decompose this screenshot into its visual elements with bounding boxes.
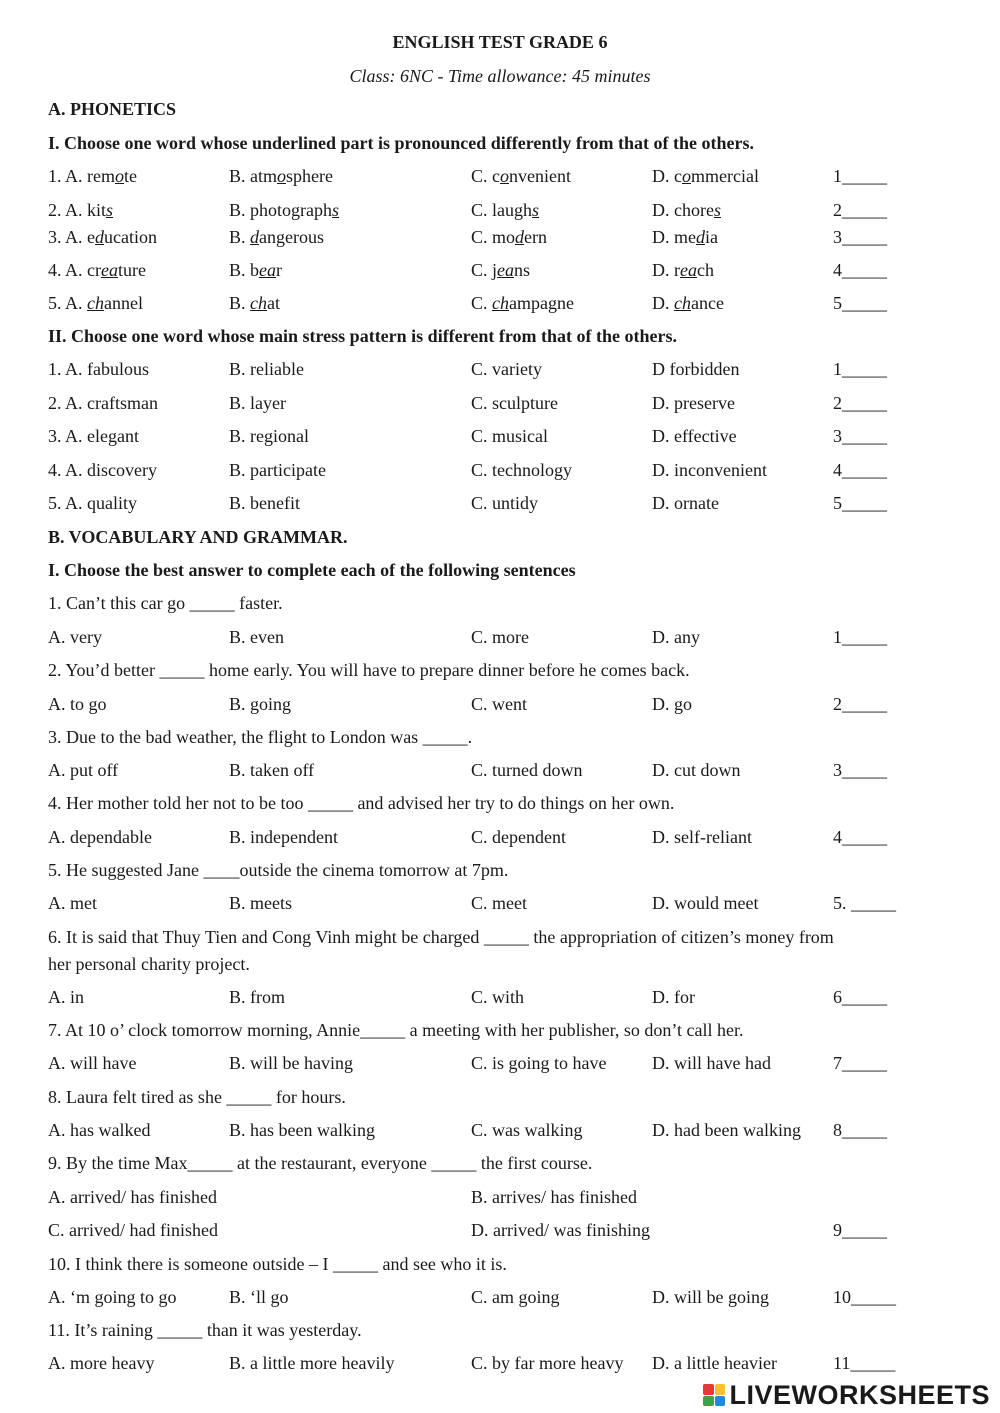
question-4: 4. Her mother told her not to be too _____ and advised her try to do things on her own. [48, 793, 675, 813]
answer-blank[interactable]: 11_____ [833, 1353, 896, 1373]
word-suffix: ern [524, 227, 547, 247]
question-10-options [0, 1286, 1000, 1308]
logo-square-icon [715, 1384, 726, 1395]
word-prefix: D. r [652, 260, 680, 280]
question-2-options [0, 693, 1000, 715]
section-b-heading: B. VOCABULARY AND GRAMMAR. [48, 527, 348, 547]
option-d: D. will have had [652, 1053, 771, 1073]
option-b: B. meets [229, 893, 292, 913]
option-b [229, 199, 339, 221]
phonetics-row-2 [0, 199, 1000, 221]
option-d: D. effective [652, 426, 737, 446]
option-b: B. has been walking [229, 1120, 375, 1140]
underlined-part: d [696, 227, 705, 247]
underlined-part: o [115, 166, 124, 186]
question-9-options-row-1 [0, 1186, 1000, 1208]
option-d: D. will be going [652, 1287, 769, 1307]
word-prefix: B. [229, 227, 251, 247]
option-c: C. turned down [471, 760, 583, 780]
option-a: A. arrived/ has finished [48, 1187, 217, 1207]
option-a: A. met [48, 893, 97, 913]
option-a: A. very [48, 627, 102, 647]
option-c: C. by far more heavy [471, 1353, 624, 1373]
answer-blank[interactable]: 4_____ [833, 460, 887, 480]
page-title: ENGLISH TEST GRADE 6 [392, 32, 608, 52]
word-suffix: te [124, 166, 137, 186]
option-d [652, 292, 724, 314]
option-a: A. dependable [48, 827, 152, 847]
word-prefix: D. c [652, 166, 682, 186]
underlined-part: ch [87, 293, 105, 313]
option-c [471, 226, 547, 248]
option-b: B. layer [229, 393, 286, 413]
option-c: C. is going to have [471, 1053, 607, 1073]
option-d: D. go [652, 694, 692, 714]
word-prefix: C. c [471, 166, 500, 186]
word-prefix: C. j [471, 260, 498, 280]
option-a [48, 259, 146, 281]
option-a [48, 165, 137, 187]
option-b: B. taken off [229, 760, 315, 780]
answer-blank[interactable]: 1_____ [833, 359, 887, 379]
answer-blank[interactable]: 5. _____ [833, 893, 896, 913]
option-d: D. inconvenient [652, 460, 767, 480]
section-a-part1-instruction: I. Choose one word whose underlined part is pronounced differently from that of the others. [48, 133, 755, 153]
word-suffix: at [267, 293, 281, 313]
option-b: B. regional [229, 426, 309, 446]
word-prefix: 5. A. [48, 293, 88, 313]
question-6-line-1: 6. It is said that Thuy Tien and Cong Vinh might be charged _____ the appropriation of citizen’s money from [48, 927, 834, 947]
option-a: 1. A. fabulous [48, 359, 149, 379]
answer-blank[interactable]: 4_____ [833, 827, 887, 847]
option-b [229, 259, 282, 281]
option-c [471, 165, 571, 187]
logo-text: LIVEWORKSHEETS [729, 1379, 990, 1410]
option-a [48, 226, 157, 248]
option-b: B. will be having [229, 1053, 353, 1073]
underlined-part: d [515, 227, 525, 247]
logo-mark-icon [703, 1384, 725, 1406]
option-b: B. arrives/ has finished [471, 1187, 637, 1207]
phonetics-row-1 [0, 165, 1000, 187]
answer-blank[interactable]: 6_____ [833, 987, 887, 1007]
option-b [229, 292, 280, 314]
answer-blank[interactable]: 4_____ [833, 260, 887, 280]
option-d [652, 226, 718, 248]
underlined-part: s [106, 200, 114, 220]
option-b: B. going [229, 694, 292, 714]
stress-row-1 [0, 358, 1000, 380]
option-a: 4. A. discovery [48, 460, 157, 480]
option-a: A. to go [48, 694, 107, 714]
underlined-part: o [682, 166, 691, 186]
phonetics-row-3 [0, 226, 1000, 248]
logo-square-icon [715, 1396, 726, 1407]
option-a [48, 292, 143, 314]
logo-square-icon [703, 1384, 714, 1395]
option-a: A. ‘m going to go [48, 1287, 177, 1307]
stress-row-3 [0, 425, 1000, 447]
underlined-part: s [713, 200, 721, 220]
option-a: 2. A. craftsman [48, 393, 158, 413]
question-5-options [0, 892, 1000, 914]
underlined-part: o [500, 166, 509, 186]
word-suffix: ture [118, 260, 146, 280]
question-6-line-2: her personal charity project. [48, 954, 250, 974]
word-prefix: 1. A. rem [48, 166, 115, 186]
word-prefix: 3. A. e [48, 227, 95, 247]
answer-blank[interactable]: 8_____ [833, 1120, 887, 1140]
answer-blank[interactable]: 2_____ [833, 200, 887, 220]
underlined-part: ea [680, 260, 697, 280]
answer-blank[interactable]: 1_____ [833, 627, 887, 647]
option-b: B. reliable [229, 359, 304, 379]
answer-blank[interactable]: 5_____ [833, 293, 887, 313]
option-d [652, 165, 759, 187]
answer-blank[interactable]: 9_____ [833, 1220, 887, 1240]
word-suffix: ch [697, 260, 714, 280]
option-c: C. am going [471, 1287, 560, 1307]
option-d: D. arrived/ was finishing [471, 1220, 650, 1240]
question-9: 9. By the time Max_____ at the restaurant, everyone _____ the first course. [48, 1153, 593, 1173]
answer-blank[interactable]: 5_____ [833, 493, 887, 513]
option-a: 3. A. elegant [48, 426, 139, 446]
answer-blank[interactable]: 3_____ [833, 760, 887, 780]
word-prefix: B. [229, 293, 251, 313]
question-2: 2. You’d better _____ home early. You will have to prepare dinner before he comes back. [48, 660, 690, 680]
question-7-options [0, 1052, 1000, 1074]
option-a: A. put off [48, 760, 119, 780]
option-b: B. participate [229, 460, 326, 480]
question-4-options [0, 826, 1000, 848]
underlined-part: d [95, 227, 104, 247]
option-c: C. meet [471, 893, 527, 913]
word-prefix: D. me [652, 227, 696, 247]
question-8: 8. Laura felt tired as she _____ for hours. [48, 1087, 346, 1107]
option-c: C. was walking [471, 1120, 583, 1140]
word-prefix: B. b [229, 260, 260, 280]
option-c: C. went [471, 694, 527, 714]
option-b [229, 165, 333, 187]
word-suffix: ampagne [509, 293, 574, 313]
option-c: C. sculpture [471, 393, 558, 413]
question-6-options [0, 986, 1000, 1008]
option-d: D. any [652, 627, 700, 647]
option-c: C. dependent [471, 827, 566, 847]
answer-blank[interactable]: 1_____ [833, 166, 887, 186]
option-d [652, 259, 714, 281]
logo-square-icon [703, 1396, 714, 1407]
underlined-part: s [532, 200, 540, 220]
option-b: B. even [229, 627, 284, 647]
option-d: D forbidden [652, 359, 740, 379]
word-suffix: ucation [104, 227, 157, 247]
word-suffix: ns [514, 260, 531, 280]
option-d: D. for [652, 987, 695, 1007]
phonetics-row-5 [0, 292, 1000, 314]
question-11-options [0, 1352, 1000, 1374]
option-d: D. cut down [652, 760, 741, 780]
word-suffix: annel [104, 293, 143, 313]
word-prefix: B. atm [229, 166, 277, 186]
option-c: C. technology [471, 460, 572, 480]
word-prefix: 4. A. cr [48, 260, 101, 280]
word-suffix: mmercial [691, 166, 759, 186]
option-b: B. a little more heavily [229, 1353, 395, 1373]
answer-blank[interactable]: 7_____ [833, 1053, 887, 1073]
option-c [471, 259, 530, 281]
liveworksheets-logo[interactable] [703, 1380, 990, 1410]
option-a: 5. A. quality [48, 493, 137, 513]
word-prefix: D. [652, 293, 674, 313]
option-d: D. self-reliant [652, 827, 752, 847]
section-a-part2-instruction: II. Choose one word whose main stress pattern is different from that of the others. [48, 326, 677, 346]
option-b: B. benefit [229, 493, 300, 513]
option-b [229, 226, 324, 248]
option-b: B. ‘ll go [229, 1287, 289, 1307]
question-8-options [0, 1119, 1000, 1141]
section-a-heading: A. PHONETICS [48, 99, 177, 119]
word-prefix: C. laugh [471, 200, 532, 220]
answer-blank[interactable]: 3_____ [833, 227, 887, 247]
option-d [652, 199, 721, 221]
word-prefix: D. chore [652, 200, 714, 220]
underlined-part: ch [492, 293, 510, 313]
option-a: A. has walked [48, 1120, 151, 1140]
option-a [48, 199, 113, 221]
word-prefix: 2. A. kit [48, 200, 107, 220]
question-1-options [0, 626, 1000, 648]
question-3-options [0, 759, 1000, 781]
answer-blank[interactable]: 10_____ [833, 1287, 896, 1307]
option-d: D. a little heavier [652, 1353, 777, 1373]
option-d: D. had been walking [652, 1120, 801, 1140]
option-d: D. ornate [652, 493, 719, 513]
answer-blank[interactable]: 3_____ [833, 426, 887, 446]
option-c: C. with [471, 987, 525, 1007]
word-prefix: B. photograph [229, 200, 332, 220]
option-d: D. preserve [652, 393, 735, 413]
option-c: C. arrived/ had finished [48, 1220, 218, 1240]
question-1: 1. Can’t this car go _____ faster. [48, 593, 283, 613]
option-b: B. independent [229, 827, 338, 847]
section-b-instruction: I. Choose the best answer to complete each of the following sentences [48, 560, 576, 580]
option-b: B. from [229, 987, 285, 1007]
option-c [471, 199, 539, 221]
underlined-part: o [277, 166, 286, 186]
word-suffix: angerous [259, 227, 324, 247]
underlined-part: ch [250, 293, 268, 313]
question-5: 5. He suggested Jane ____outside the cinema tomorrow at 7pm. [48, 860, 509, 880]
question-10: 10. I think there is someone outside – I _____ and see who it is. [48, 1254, 507, 1274]
underlined-part: ea [259, 260, 277, 280]
underlined-part: d [250, 227, 260, 247]
option-c: C. musical [471, 426, 548, 446]
question-11: 11. It’s raining _____ than it was yesterday. [48, 1320, 362, 1340]
underlined-part: ea [101, 260, 118, 280]
word-suffix: nvenient [509, 166, 571, 186]
answer-blank[interactable]: 2_____ [833, 694, 887, 714]
underlined-part: ea [497, 260, 515, 280]
underlined-part: ch [674, 293, 691, 313]
option-a: A. in [48, 987, 84, 1007]
answer-blank[interactable]: 2_____ [833, 393, 887, 413]
option-c: C. untidy [471, 493, 539, 513]
stress-row-5 [0, 492, 1000, 514]
word-prefix: C. [471, 293, 493, 313]
underlined-part: s [332, 200, 340, 220]
option-a: A. more heavy [48, 1353, 155, 1373]
question-7: 7. At 10 o’ clock tomorrow morning, Annie_____ a meeting with her publisher, so don’t call her. [48, 1020, 744, 1040]
page-subtitle: Class: 6NC - Time allowance: 45 minutes [349, 66, 651, 86]
option-c [471, 292, 574, 314]
question-9-options-row-2 [0, 1219, 1000, 1241]
word-suffix: r [276, 260, 283, 280]
option-c: C. variety [471, 359, 542, 379]
phonetics-row-4 [0, 259, 1000, 281]
word-suffix: ia [705, 227, 718, 247]
stress-row-2 [0, 392, 1000, 414]
word-prefix: C. mo [471, 227, 516, 247]
question-3: 3. Due to the bad weather, the flight to London was _____. [48, 727, 473, 747]
option-d: D. would meet [652, 893, 759, 913]
option-c: C. more [471, 627, 529, 647]
word-suffix: ance [691, 293, 724, 313]
option-a: A. will have [48, 1053, 137, 1073]
word-suffix: sphere [286, 166, 333, 186]
stress-row-4 [0, 459, 1000, 481]
